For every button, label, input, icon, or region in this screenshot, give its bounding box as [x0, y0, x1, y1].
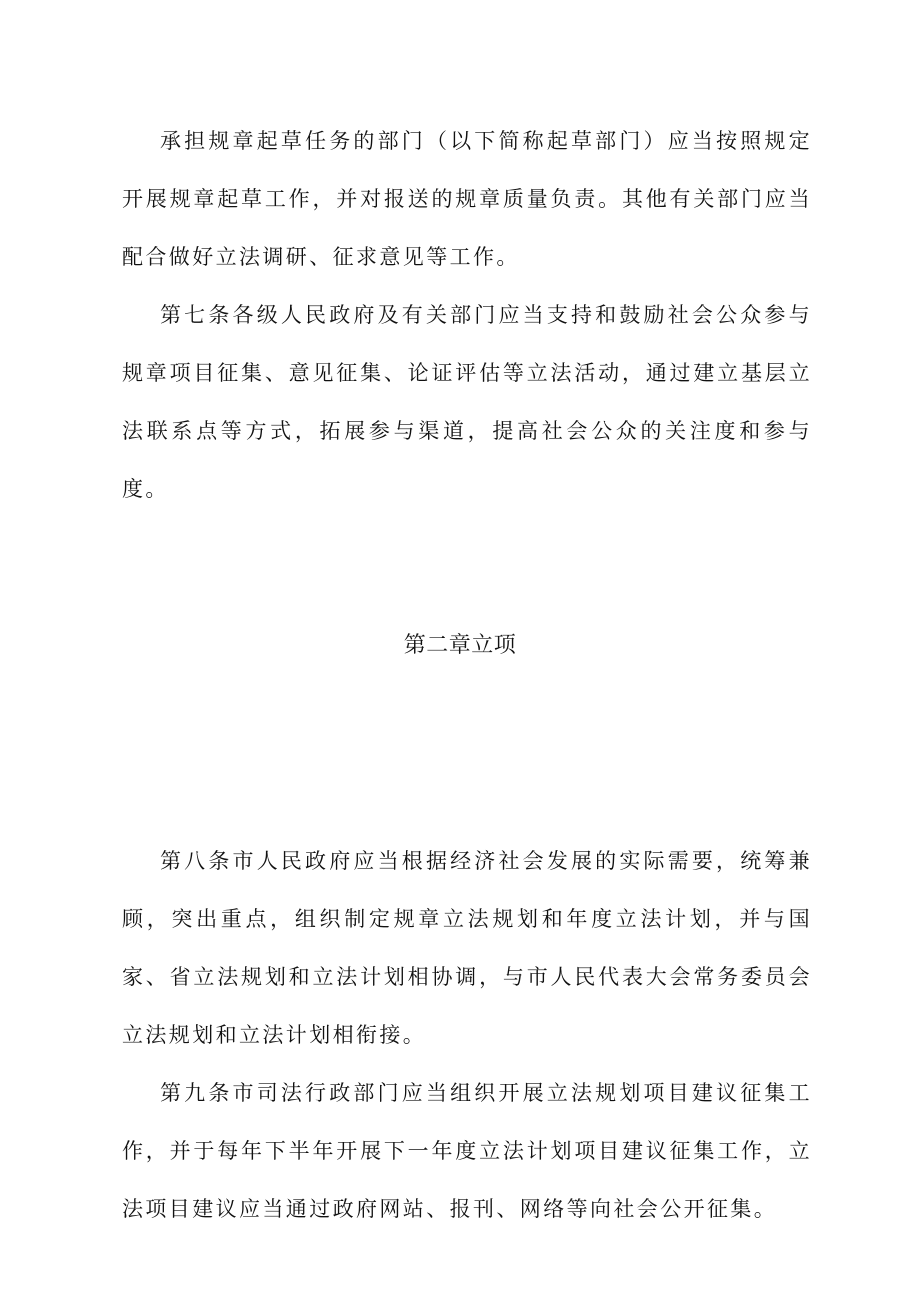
paragraph-article-9: 第九条市司法行政部门应当组织开展立法规划项目建议征集工作，并于每年下半年开展下一年度立法计划项目建议征集工作，立法项目建议应当通过政府网站、报刊、网络等向社会公开征集。: [122, 1081, 812, 1221]
chapter-heading: 第二章立项: [403, 633, 517, 658]
paragraph-article-7: 第七条各级人民政府及有关部门应当支持和鼓励社会公众参与规章项目征集、意见征集、论证评估等立法活动，通过建立基层立法联系点等方式，拓展参与渠道，提高社会公众的关注度和参与度。: [122, 303, 812, 501]
paragraph-article-8: 第八条市人民政府应当根据经济社会发展的实际需要，统筹兼顾，突出重点，组织制定规章立法规划和年度立法计划，并与国家、省立法规划和立法计划相协调，与市人民代表大会常务委员会立法规划和立法计划相衔接。: [122, 849, 812, 1047]
paragraph-drafting-department: 承担规章起草任务的部门（以下简称起草部门）应当按照规定开展规章起草工作，并对报送的规章质量负责。其他有关部门应当配合做好立法调研、征求意见等工作。: [122, 129, 812, 269]
